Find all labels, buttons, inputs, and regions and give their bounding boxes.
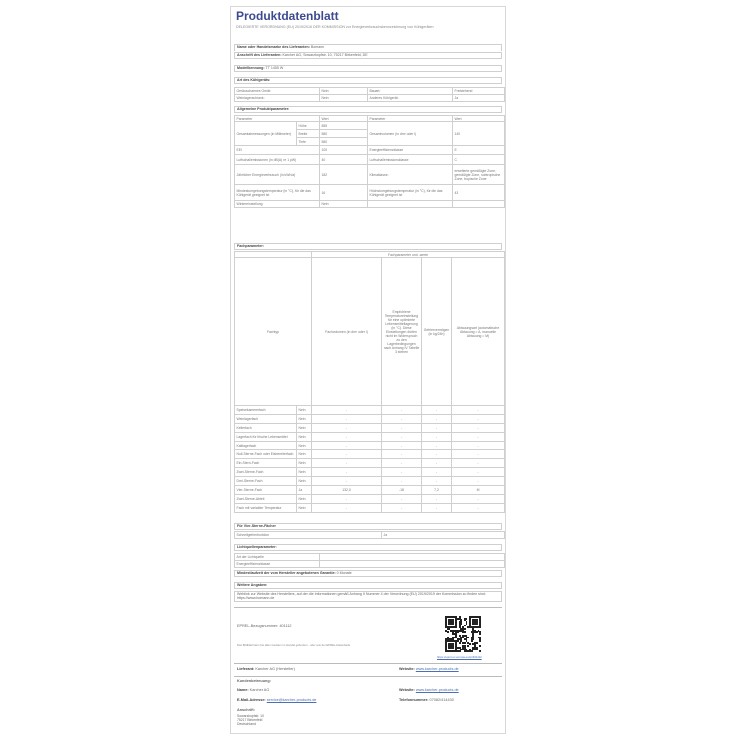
label-cell: Weinlagerschrank: — [235, 95, 320, 102]
value-cell: 16 — [320, 185, 368, 201]
fach-value-cell: Ja — [297, 486, 312, 495]
fach-value-cell: - — [452, 432, 505, 441]
fach-value-cell: - — [452, 477, 505, 486]
quick-freeze-label: Schnellgefrierfunktion — [235, 532, 382, 539]
fach-value-cell: - — [422, 468, 452, 477]
parameter-cell: EEI — [235, 146, 320, 155]
fach-type-cell: Weinlagerfach — [235, 414, 297, 423]
general-params-label: Allgemeine Produktparameter: — [234, 106, 502, 113]
value-cell: 182 — [320, 165, 368, 185]
divider-2 — [234, 663, 502, 664]
fach-value-cell: - — [382, 441, 422, 450]
label-cell: Energieeffizienzklasse — [235, 561, 320, 568]
divider-3 — [234, 676, 502, 677]
table-row — [235, 423, 505, 432]
fach-volume-header: Fachvolumen (in dm³ oder l) — [312, 258, 382, 406]
model-row: Modellkennung: TT 1455 W — [234, 65, 502, 72]
parameter-cell: Energieeffizienzklasse — [368, 146, 453, 155]
fach-value-cell: - — [312, 450, 382, 459]
fach-params-label: Fachparameter: — [234, 243, 502, 250]
product-data-sheet — [230, 6, 506, 734]
fach-group-header: Fachparameter und -werte — [312, 252, 505, 258]
qr-link[interactable]: https://eprel.ec.europa.eu/qr/401112 — [437, 655, 482, 659]
table-row — [235, 201, 505, 208]
contact-phone: Telefonnummer: 07082/414430 — [399, 698, 454, 702]
fach-value-cell: - — [312, 432, 382, 441]
supplier-address-row: Anschrift des Lieferanten: Karcher AG, Sowarzkopfstr. 10, 75217 Birkenfeld, DE — [234, 52, 502, 59]
appliance-type-table — [234, 87, 505, 102]
height-value: 855 — [320, 122, 368, 130]
website-footer: Website: www.karcher-products.de — [399, 667, 459, 671]
fach-value-cell: - — [452, 503, 505, 512]
fach-value-cell: Nein — [297, 406, 312, 415]
header-parameter-2: Parameter — [368, 116, 453, 122]
fach-type-cell: Speisekammerfach — [235, 406, 297, 415]
website-link[interactable]: www.karcher-products.de — [415, 667, 459, 671]
fach-value-cell: 132,0 — [312, 486, 382, 495]
fach-value-cell: - — [422, 477, 452, 486]
fach-value-cell: - — [312, 423, 382, 432]
fach-value-cell: 7,2 — [422, 486, 452, 495]
fach-value-cell: -18 — [382, 486, 422, 495]
fach-value-cell: Nein — [297, 503, 312, 512]
fach-temperature-header: Empfohlene Temperatureinstellung für eine optimierte Lebensmittellagerung (in °C). Diese Einstellungen dürfen nicht im Widerspruch zu den Lagerbedingungen nach Anhang IV Tabelle 3 stehen — [382, 258, 422, 406]
fach-value-cell: - — [382, 406, 422, 415]
fach-value-cell: - — [422, 459, 452, 468]
depth-label: Tiefe — [297, 138, 320, 146]
fach-value-cell: - — [382, 459, 422, 468]
fach-value-cell: - — [312, 468, 382, 477]
value-cell — [453, 201, 505, 208]
fach-value-cell: Nein — [297, 468, 312, 477]
table-row — [235, 165, 505, 185]
table-row — [235, 406, 505, 415]
parameter-cell: Wintereinstellung — [235, 201, 320, 208]
table-row — [235, 503, 505, 512]
depth-value: 580 — [320, 138, 368, 146]
value-cell: E — [453, 146, 505, 155]
value-cell: Nein — [320, 88, 368, 95]
volume-value: 140 — [453, 122, 505, 146]
fach-value-cell: - — [452, 414, 505, 423]
eprel-note: Das Bildblatt kann bei allen Geräten im Handel gefunden - oder aus der EPREL-Datenbank — [237, 643, 351, 647]
type-section-label: Art des Kühlgeräts: — [234, 77, 502, 84]
fach-value-cell: Nein — [297, 477, 312, 486]
table-row — [235, 450, 505, 459]
contact-email: E-Mail-Adresse: service@karcher-products.de — [237, 698, 317, 702]
page-title: Produktdatenblatt — [236, 9, 339, 23]
supplier-footer: Lieferant: Karcher AG (Hersteller) — [237, 667, 295, 671]
value-cell: Nein — [320, 95, 368, 102]
fach-value-cell: - — [382, 503, 422, 512]
height-label: Höhe — [297, 122, 320, 130]
fach-type-cell: Lagerfach für frische Lebensmittel — [235, 432, 297, 441]
table-row — [235, 561, 505, 568]
fach-value-cell: Nein — [297, 441, 312, 450]
fach-defrost-header: Abtauungsart (automatische Abtauung = A, manuelle Abtauung = M) — [452, 258, 505, 406]
fach-value-cell: - — [382, 414, 422, 423]
light-params-label: Lichtquellenparameter: — [234, 544, 502, 551]
table-row — [235, 477, 505, 486]
table-row — [235, 486, 505, 495]
email-link[interactable]: service@karcher-products.de — [266, 698, 317, 702]
table-row — [235, 468, 505, 477]
quick-freeze-value: Ja — [382, 532, 505, 539]
value-cell: 40 — [320, 155, 368, 165]
fach-value-cell: - — [312, 459, 382, 468]
fach-value-cell: - — [422, 503, 452, 512]
divider — [234, 607, 502, 608]
fach-type-cell: Kaltlagerfach — [235, 441, 297, 450]
table-row — [235, 88, 505, 95]
contact-label: Kundenbetreuung: — [237, 679, 271, 683]
light-params-table — [234, 553, 505, 568]
fach-type-cell: Drei-Sterne-Fach — [235, 477, 297, 486]
fach-value-cell: Nein — [297, 459, 312, 468]
value-cell: erweiterte gemäßigte Zone, gemäßigte Zone, subtropische Zone, tropische Zone — [453, 165, 505, 185]
fach-value-cell: - — [422, 432, 452, 441]
header-parameter: Parameter — [235, 116, 320, 122]
further-info-label: Weitere Angaben: — [234, 582, 502, 589]
value-cell: Ja — [453, 95, 505, 102]
fach-type-cell: Zwei-Sterne-Fach — [235, 468, 297, 477]
fach-value-cell: Nein — [297, 450, 312, 459]
fach-value-cell: - — [422, 423, 452, 432]
fach-value-cell: - — [382, 477, 422, 486]
label-cell: Anderes Kühlgerät: — [368, 95, 453, 102]
parameter-cell — [368, 201, 453, 208]
fach-value-cell: - — [312, 503, 382, 512]
value-cell: 43 — [453, 185, 505, 201]
fach-value-cell: - — [452, 468, 505, 477]
general-params-table — [234, 115, 505, 208]
fach-type-header: Fachtyp — [235, 258, 312, 406]
fach-value-cell: Nein — [297, 414, 312, 423]
fach-value-cell: - — [422, 494, 452, 503]
fach-value-cell: - — [452, 450, 505, 459]
table-row — [235, 554, 505, 561]
label-cell: Geräuscharmes Gerät: — [235, 88, 320, 95]
value-cell — [320, 554, 505, 561]
address-label: Anschrift: — [237, 708, 255, 712]
value-cell: Freistehend — [453, 88, 505, 95]
label-cell: Bauart: — [368, 88, 453, 95]
fach-value-cell: - — [422, 441, 452, 450]
fach-value-cell: - — [312, 477, 382, 486]
guarantee-row: Mindestlaufzeit der vom Hersteller angebotenen Garantie: 0 Monate — [234, 570, 502, 577]
parameter-cell: Luftschallemissionsklasse — [368, 155, 453, 165]
fach-value-cell: - — [422, 414, 452, 423]
further-info-text: Weblink zur Website des Herstellers, auf der die Informationen gemäß Anhang II Nummer 4 der Verordnung (EU) 2019/2019 der Kommission zu finden sind: https://www.bomann.de — [234, 591, 502, 602]
fach-value-cell: Nein — [297, 494, 312, 503]
fach-value-cell: - — [382, 450, 422, 459]
contact-website: Website: www.karcher-products.de — [399, 688, 459, 692]
contact-website-link[interactable]: www.karcher-products.de — [415, 688, 459, 692]
supplier-name-row: Name oder Handelsmarke des Lieferanten: Bomann — [234, 44, 502, 51]
parameter-cell: Luftschallemissionen (in dB(A) re 1 pW) — [235, 155, 320, 165]
value-cell: 100 — [320, 146, 368, 155]
fach-value-cell: - — [382, 468, 422, 477]
fach-type-cell: Ein-Stern-Fach — [235, 459, 297, 468]
fach-value-cell: - — [452, 441, 505, 450]
table-row — [235, 441, 505, 450]
width-value: 580 — [320, 130, 368, 138]
fach-type-cell: Kellerfach — [235, 423, 297, 432]
value-cell — [320, 561, 505, 568]
fach-value-cell: - — [422, 450, 452, 459]
fach-value-cell: - — [382, 432, 422, 441]
table-row — [235, 414, 505, 423]
fach-value-cell: - — [452, 423, 505, 432]
fach-type-cell: Fach mit variabler Temperatur — [235, 503, 297, 512]
compartment-table — [234, 251, 505, 513]
fach-value-cell: - — [452, 494, 505, 503]
volume-label: Gesamtvolumen (in dm³ oder l) — [368, 122, 453, 146]
fach-value-cell: - — [452, 459, 505, 468]
parameter-cell: Mindestumgebungstemperatur (in °C), für die das Kühlgerät geeignet ist — [235, 185, 320, 201]
fach-value-cell: - — [452, 406, 505, 415]
fach-value-cell: - — [312, 406, 382, 415]
qr-code-icon[interactable] — [445, 616, 481, 652]
contact-name: Name: Karcher AG — [237, 688, 270, 692]
fach-value-cell: - — [382, 423, 422, 432]
address-lines: Sowarzkopfstr. 10 75217 Birkenfeld Deutschland — [237, 714, 264, 727]
fach-freezing-header: Gefriervermögen (in kg/24h) — [422, 258, 452, 406]
table-row — [235, 95, 505, 102]
dimensions-label: Gesamtabmessungen (in Millimeter) — [235, 122, 297, 146]
fach-type-cell: Vier-Sterne-Fach — [235, 486, 297, 495]
parameter-cell: Klimaklasse: — [368, 165, 453, 185]
table-row — [235, 185, 505, 201]
table-row — [235, 494, 505, 503]
fach-value-cell: Nein — [297, 423, 312, 432]
table-row — [235, 146, 505, 155]
fach-value-cell: Nein — [297, 432, 312, 441]
regulation-text: DELEGIERTE VERORDNUNG (EU) 2019/2016 DER KOMMISSION zur Energieverbrauchskennzeichnung von Kühlgeräten — [236, 25, 434, 29]
fach-value-cell: - — [312, 441, 382, 450]
label-cell: Art der Lichtquelle — [235, 554, 320, 561]
width-label: Breite — [297, 130, 320, 138]
table-row — [235, 155, 505, 165]
table-row — [235, 432, 505, 441]
value-cell: C — [453, 155, 505, 165]
header-value: Wert — [320, 116, 368, 122]
fach-value-cell: - — [382, 494, 422, 503]
value-cell: Nein — [320, 201, 368, 208]
fach-type-cell: Null-Sterne-Fach oder Eisbereiterfach — [235, 450, 297, 459]
header-value-2: Wert — [453, 116, 505, 122]
parameter-cell: Jährlicher Energieverbrauch (in kWh/a) — [235, 165, 320, 185]
table-row — [235, 459, 505, 468]
fach-value-cell: M — [452, 486, 505, 495]
vier-sterne-label: Für Vier-Sterne-Fächer — [234, 523, 502, 530]
fach-value-cell: - — [312, 494, 382, 503]
quick-freeze-table — [234, 531, 505, 539]
fach-type-cell: Zwei-Sterne-Abteil — [235, 494, 297, 503]
fach-value-cell: - — [422, 406, 452, 415]
fach-value-cell: - — [312, 414, 382, 423]
parameter-cell: Höchstumgebungstemperatur (in °C), für die das Kühlgerät geeignet ist — [368, 185, 453, 201]
eprel-row: EPREL-Bezugsnummer: 401112 — [237, 624, 292, 628]
